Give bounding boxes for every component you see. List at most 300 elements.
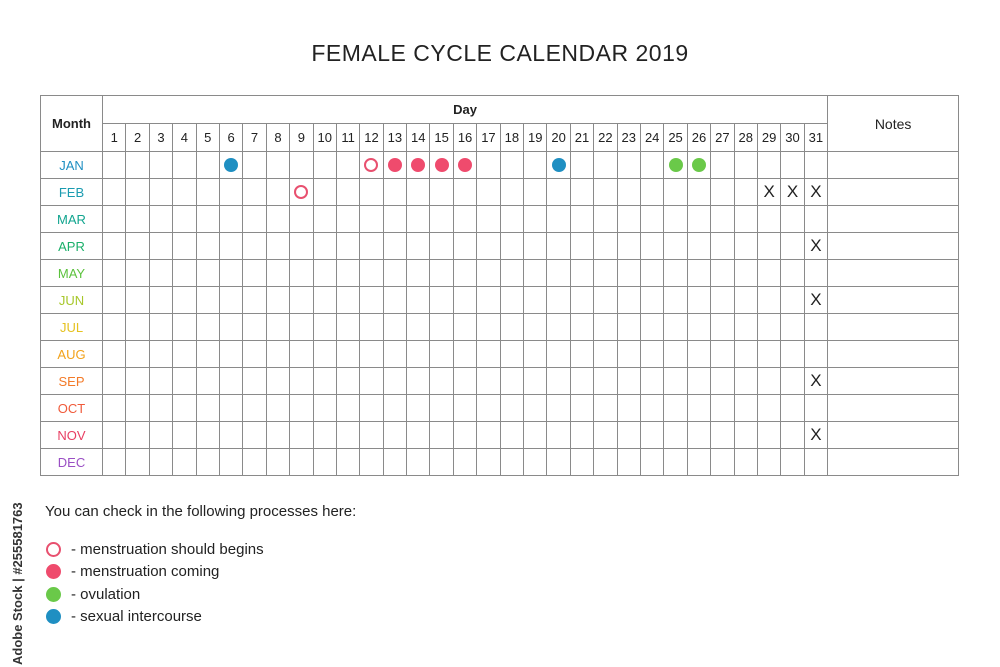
day-cell[interactable] [266,449,289,476]
day-cell[interactable] [477,206,500,233]
day-cell[interactable] [126,395,149,422]
day-cell[interactable] [149,287,172,314]
day-cell[interactable] [734,422,757,449]
day-cell[interactable] [103,179,126,206]
day-cell[interactable] [383,233,406,260]
day-cell[interactable] [734,395,757,422]
day-cell[interactable] [711,206,734,233]
day-cell[interactable] [383,260,406,287]
day-cell[interactable] [126,179,149,206]
day-cell[interactable] [103,449,126,476]
day-cell[interactable] [103,368,126,395]
day-cell[interactable] [734,449,757,476]
day-cell[interactable] [313,341,336,368]
day-cell[interactable] [430,287,453,314]
day-cell[interactable] [383,152,406,179]
day-cell[interactable] [243,179,266,206]
day-cell[interactable] [103,233,126,260]
day-cell[interactable] [290,314,313,341]
day-cell[interactable] [617,233,640,260]
day-cell[interactable] [757,314,780,341]
day-cell[interactable] [313,368,336,395]
day-cell[interactable] [781,233,804,260]
day-cell[interactable] [219,206,242,233]
day-cell[interactable] [664,341,687,368]
day-cell[interactable] [570,341,593,368]
day-cell[interactable] [524,287,547,314]
day-cell[interactable] [711,341,734,368]
day-cell[interactable] [336,368,359,395]
day-cell[interactable] [290,422,313,449]
day-cell[interactable] [640,368,663,395]
day-cell[interactable] [547,422,570,449]
day-cell[interactable] [804,152,827,179]
day-cell[interactable] [336,260,359,287]
day-cell[interactable] [804,314,827,341]
day-cell[interactable] [734,287,757,314]
day-cell[interactable] [757,233,780,260]
day-cell[interactable] [664,314,687,341]
day-cell[interactable] [149,260,172,287]
day-cell[interactable] [734,152,757,179]
day-cell[interactable] [711,395,734,422]
day-cell[interactable] [313,287,336,314]
day-cell[interactable] [103,260,126,287]
day-cell[interactable] [266,314,289,341]
day-cell[interactable] [664,287,687,314]
day-cell[interactable] [664,395,687,422]
day-cell[interactable] [430,341,453,368]
day-cell[interactable] [219,287,242,314]
day-cell[interactable] [173,152,196,179]
notes-cell[interactable] [828,233,959,260]
day-cell[interactable] [781,287,804,314]
day-cell[interactable] [781,179,804,206]
day-cell[interactable] [407,422,430,449]
day-cell[interactable] [453,287,476,314]
day-cell[interactable] [383,395,406,422]
day-cell[interactable] [219,341,242,368]
day-cell[interactable] [570,368,593,395]
day-cell[interactable] [219,422,242,449]
day-cell[interactable] [570,233,593,260]
day-cell[interactable] [266,152,289,179]
notes-cell[interactable] [828,206,959,233]
day-cell[interactable] [173,260,196,287]
notes-cell[interactable] [828,395,959,422]
notes-cell[interactable] [828,179,959,206]
day-cell[interactable] [734,341,757,368]
day-cell[interactable] [266,341,289,368]
day-cell[interactable] [804,233,827,260]
day-cell[interactable] [640,449,663,476]
day-cell[interactable] [477,233,500,260]
day-cell[interactable] [594,341,617,368]
day-cell[interactable] [734,233,757,260]
day-cell[interactable] [711,368,734,395]
day-cell[interactable] [547,395,570,422]
day-cell[interactable] [219,233,242,260]
day-cell[interactable] [781,395,804,422]
day-cell[interactable] [453,233,476,260]
day-cell[interactable] [243,422,266,449]
day-cell[interactable] [687,179,710,206]
day-cell[interactable] [781,314,804,341]
day-cell[interactable] [430,368,453,395]
day-cell[interactable] [594,152,617,179]
day-cell[interactable] [640,260,663,287]
day-cell[interactable] [617,260,640,287]
day-cell[interactable] [664,422,687,449]
day-cell[interactable] [453,179,476,206]
day-cell[interactable] [617,314,640,341]
day-cell[interactable] [500,260,523,287]
day-cell[interactable] [430,233,453,260]
day-cell[interactable] [407,260,430,287]
day-cell[interactable] [711,287,734,314]
day-cell[interactable] [734,368,757,395]
day-cell[interactable] [266,287,289,314]
day-cell[interactable] [640,341,663,368]
day-cell[interactable] [360,449,383,476]
day-cell[interactable] [430,422,453,449]
day-cell[interactable] [430,206,453,233]
day-cell[interactable] [383,314,406,341]
day-cell[interactable] [430,179,453,206]
day-cell[interactable] [687,395,710,422]
day-cell[interactable] [126,449,149,476]
day-cell[interactable] [266,422,289,449]
day-cell[interactable] [313,179,336,206]
day-cell[interactable] [360,233,383,260]
day-cell[interactable] [173,206,196,233]
day-cell[interactable] [804,341,827,368]
day-cell[interactable] [781,206,804,233]
day-cell[interactable] [594,233,617,260]
day-cell[interactable] [757,152,780,179]
notes-cell[interactable] [828,314,959,341]
day-cell[interactable] [430,260,453,287]
day-cell[interactable] [196,314,219,341]
day-cell[interactable] [570,449,593,476]
day-cell[interactable] [383,287,406,314]
day-cell[interactable] [243,368,266,395]
day-cell[interactable] [360,152,383,179]
day-cell[interactable] [383,422,406,449]
day-cell[interactable] [196,287,219,314]
day-cell[interactable] [290,260,313,287]
day-cell[interactable] [524,368,547,395]
day-cell[interactable] [594,179,617,206]
day-cell[interactable] [173,368,196,395]
day-cell[interactable] [149,152,172,179]
day-cell[interactable] [524,152,547,179]
day-cell[interactable] [407,206,430,233]
day-cell[interactable] [453,341,476,368]
day-cell[interactable] [243,152,266,179]
day-cell[interactable] [430,152,453,179]
day-cell[interactable] [103,287,126,314]
day-cell[interactable] [103,422,126,449]
day-cell[interactable] [570,260,593,287]
day-cell[interactable] [173,314,196,341]
day-cell[interactable] [103,341,126,368]
day-cell[interactable] [453,422,476,449]
day-cell[interactable] [524,314,547,341]
day-cell[interactable] [243,206,266,233]
day-cell[interactable] [430,449,453,476]
day-cell[interactable] [266,179,289,206]
day-cell[interactable] [430,314,453,341]
day-cell[interactable] [313,449,336,476]
day-cell[interactable] [103,395,126,422]
day-cell[interactable] [524,260,547,287]
day-cell[interactable] [407,287,430,314]
day-cell[interactable] [313,233,336,260]
day-cell[interactable] [664,368,687,395]
day-cell[interactable] [173,341,196,368]
day-cell[interactable] [640,152,663,179]
day-cell[interactable] [524,179,547,206]
notes-cell[interactable] [828,287,959,314]
day-cell[interactable] [290,287,313,314]
day-cell[interactable] [594,287,617,314]
day-cell[interactable] [804,260,827,287]
day-cell[interactable] [617,368,640,395]
day-cell[interactable] [149,449,172,476]
day-cell[interactable] [640,287,663,314]
day-cell[interactable] [126,368,149,395]
day-cell[interactable] [196,152,219,179]
day-cell[interactable] [500,179,523,206]
day-cell[interactable] [149,233,172,260]
day-cell[interactable] [126,314,149,341]
day-cell[interactable] [149,395,172,422]
day-cell[interactable] [757,422,780,449]
day-cell[interactable] [781,449,804,476]
day-cell[interactable] [664,179,687,206]
day-cell[interactable] [687,341,710,368]
day-cell[interactable] [173,179,196,206]
notes-cell[interactable] [828,152,959,179]
day-cell[interactable] [617,179,640,206]
day-cell[interactable] [126,206,149,233]
day-cell[interactable] [804,449,827,476]
day-cell[interactable] [126,260,149,287]
day-cell[interactable] [149,179,172,206]
day-cell[interactable] [500,341,523,368]
day-cell[interactable] [266,206,289,233]
day-cell[interactable] [407,314,430,341]
day-cell[interactable] [500,206,523,233]
day-cell[interactable] [149,314,172,341]
day-cell[interactable] [757,368,780,395]
day-cell[interactable] [804,287,827,314]
day-cell[interactable] [336,206,359,233]
day-cell[interactable] [687,233,710,260]
day-cell[interactable] [290,179,313,206]
day-cell[interactable] [477,422,500,449]
day-cell[interactable] [617,341,640,368]
day-cell[interactable] [711,152,734,179]
day-cell[interactable] [524,449,547,476]
day-cell[interactable] [126,341,149,368]
day-cell[interactable] [290,206,313,233]
day-cell[interactable] [781,341,804,368]
day-cell[interactable] [103,314,126,341]
day-cell[interactable] [407,233,430,260]
day-cell[interactable] [687,152,710,179]
day-cell[interactable] [383,206,406,233]
day-cell[interactable] [687,368,710,395]
day-cell[interactable] [149,422,172,449]
day-cell[interactable] [594,449,617,476]
day-cell[interactable] [219,395,242,422]
day-cell[interactable] [126,287,149,314]
day-cell[interactable] [547,449,570,476]
day-cell[interactable] [266,368,289,395]
day-cell[interactable] [360,314,383,341]
day-cell[interactable] [126,422,149,449]
day-cell[interactable] [313,395,336,422]
day-cell[interactable] [547,152,570,179]
day-cell[interactable] [477,179,500,206]
day-cell[interactable] [804,206,827,233]
day-cell[interactable] [336,422,359,449]
day-cell[interactable] [500,233,523,260]
day-cell[interactable] [336,179,359,206]
day-cell[interactable] [243,395,266,422]
day-cell[interactable] [407,449,430,476]
day-cell[interactable] [219,179,242,206]
day-cell[interactable] [711,314,734,341]
day-cell[interactable] [383,179,406,206]
day-cell[interactable] [477,368,500,395]
day-cell[interactable] [196,179,219,206]
day-cell[interactable] [500,422,523,449]
day-cell[interactable] [500,449,523,476]
day-cell[interactable] [547,206,570,233]
day-cell[interactable] [360,179,383,206]
day-cell[interactable] [617,287,640,314]
day-cell[interactable] [453,368,476,395]
day-cell[interactable] [687,314,710,341]
day-cell[interactable] [594,260,617,287]
day-cell[interactable] [547,179,570,206]
day-cell[interactable] [290,449,313,476]
day-cell[interactable] [407,152,430,179]
day-cell[interactable] [687,422,710,449]
day-cell[interactable] [500,287,523,314]
day-cell[interactable] [313,152,336,179]
day-cell[interactable] [570,287,593,314]
day-cell[interactable] [149,341,172,368]
day-cell[interactable] [360,395,383,422]
day-cell[interactable] [360,422,383,449]
day-cell[interactable] [734,179,757,206]
day-cell[interactable] [477,260,500,287]
day-cell[interactable] [547,260,570,287]
day-cell[interactable] [383,449,406,476]
day-cell[interactable] [173,449,196,476]
day-cell[interactable] [196,341,219,368]
day-cell[interactable] [547,368,570,395]
day-cell[interactable] [407,179,430,206]
day-cell[interactable] [126,233,149,260]
day-cell[interactable] [407,395,430,422]
day-cell[interactable] [243,314,266,341]
day-cell[interactable] [547,314,570,341]
day-cell[interactable] [547,287,570,314]
day-cell[interactable] [313,206,336,233]
day-cell[interactable] [360,260,383,287]
day-cell[interactable] [103,206,126,233]
notes-cell[interactable] [828,422,959,449]
day-cell[interactable] [360,341,383,368]
day-cell[interactable] [500,314,523,341]
day-cell[interactable] [453,449,476,476]
day-cell[interactable] [640,422,663,449]
day-cell[interactable] [500,395,523,422]
day-cell[interactable] [757,449,780,476]
day-cell[interactable] [219,314,242,341]
day-cell[interactable] [640,395,663,422]
day-cell[interactable] [640,314,663,341]
day-cell[interactable] [804,179,827,206]
day-cell[interactable] [196,422,219,449]
day-cell[interactable] [453,152,476,179]
day-cell[interactable] [524,233,547,260]
day-cell[interactable] [757,287,780,314]
day-cell[interactable] [196,395,219,422]
day-cell[interactable] [570,395,593,422]
day-cell[interactable] [196,233,219,260]
day-cell[interactable] [290,152,313,179]
day-cell[interactable] [617,395,640,422]
day-cell[interactable] [149,206,172,233]
day-cell[interactable] [500,152,523,179]
day-cell[interactable] [336,395,359,422]
day-cell[interactable] [570,422,593,449]
day-cell[interactable] [196,206,219,233]
day-cell[interactable] [594,206,617,233]
day-cell[interactable] [173,233,196,260]
day-cell[interactable] [477,314,500,341]
day-cell[interactable] [173,287,196,314]
day-cell[interactable] [570,152,593,179]
day-cell[interactable] [804,422,827,449]
day-cell[interactable] [664,449,687,476]
notes-cell[interactable] [828,260,959,287]
day-cell[interactable] [196,368,219,395]
notes-cell[interactable] [828,449,959,476]
day-cell[interactable] [407,341,430,368]
day-cell[interactable] [477,287,500,314]
notes-cell[interactable] [828,341,959,368]
day-cell[interactable] [757,395,780,422]
day-cell[interactable] [524,395,547,422]
day-cell[interactable] [313,422,336,449]
day-cell[interactable] [547,341,570,368]
day-cell[interactable] [360,368,383,395]
day-cell[interactable] [617,152,640,179]
day-cell[interactable] [336,152,359,179]
day-cell[interactable] [126,152,149,179]
day-cell[interactable] [640,179,663,206]
day-cell[interactable] [664,152,687,179]
day-cell[interactable] [687,206,710,233]
day-cell[interactable] [313,260,336,287]
